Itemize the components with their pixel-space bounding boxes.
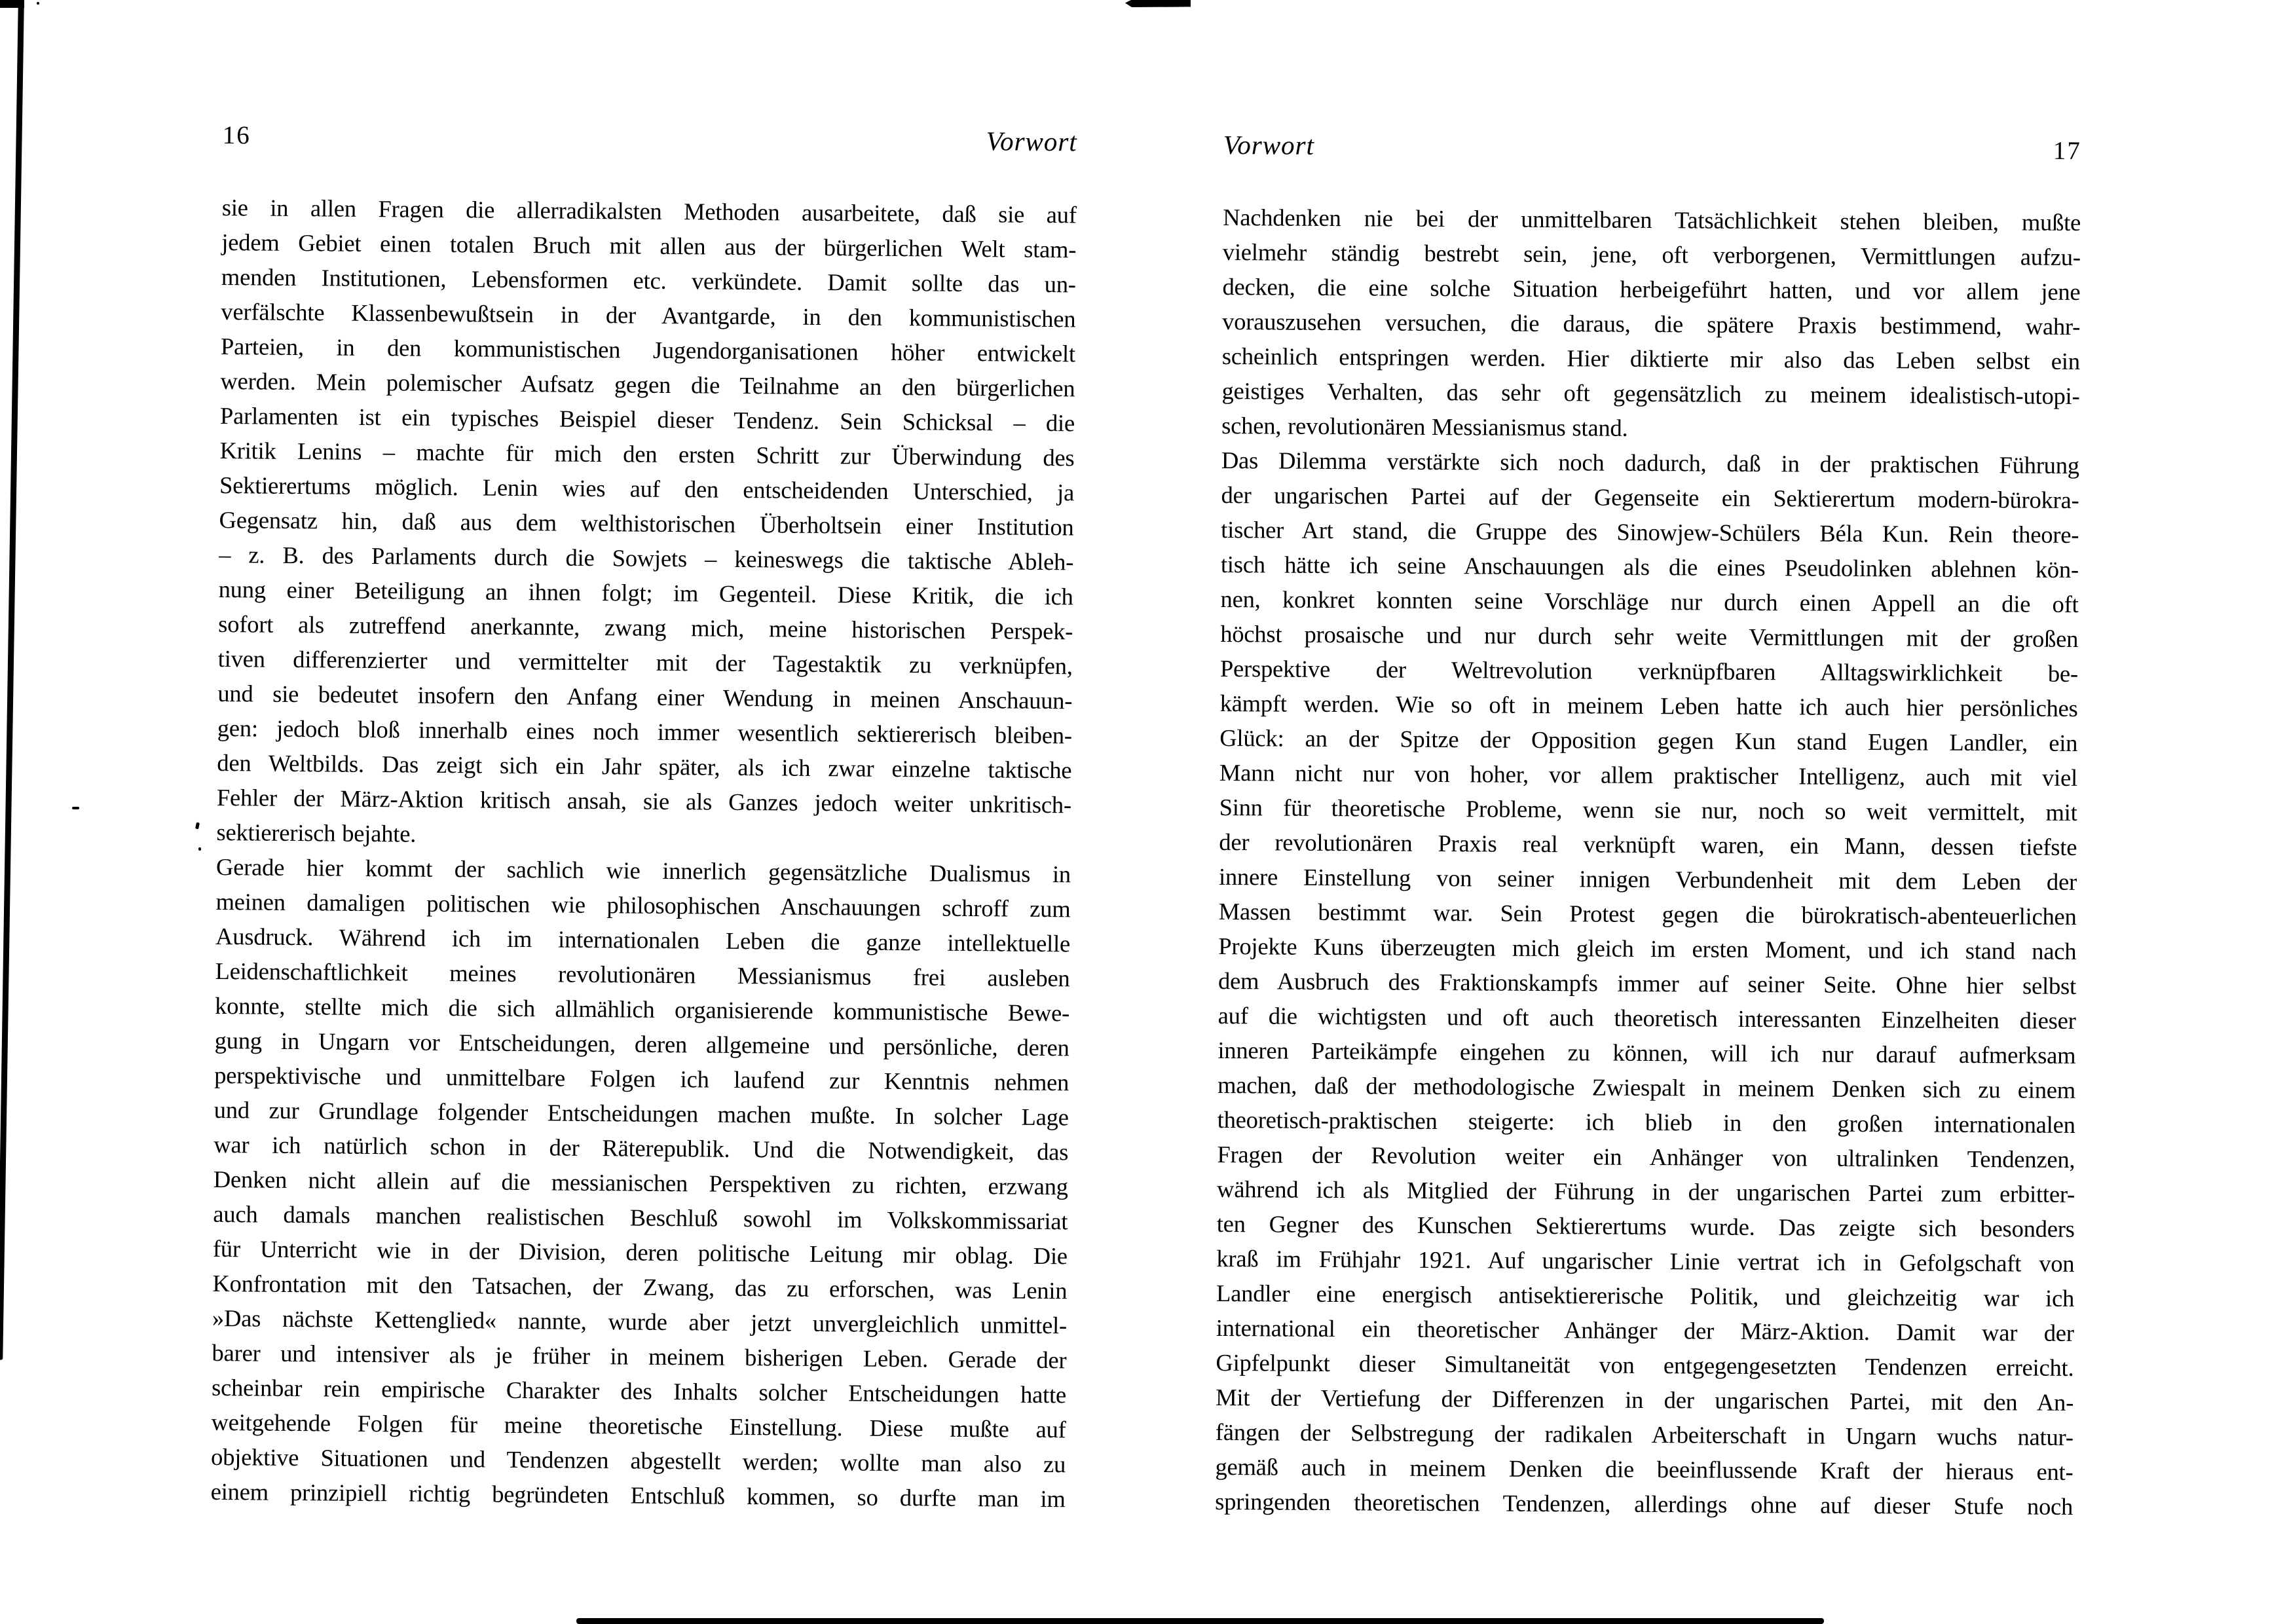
text-line: Leidenschaftlichkeit meines revolutionären Messianismus frei ausleben	[215, 957, 1070, 992]
text-line: Sektierertums möglich. Lenin wies auf den entscheidenden Unterschied, ja	[219, 471, 1075, 506]
text-line: Glück: an der Spitze der Opposition gegen Kun stand Eugen Landler, ein	[1219, 724, 2078, 756]
right-page-content	[1215, 128, 2081, 1524]
running-head-right: Vorwort	[1223, 129, 1315, 160]
text-line: konnte, stellte mich die sich allmählich organisierende kommunistische Bewe-	[214, 991, 1070, 1027]
left-page	[210, 118, 1077, 1513]
text-line: ten Gegner des Kunschen Sektierertums wurde. Das zeigte sich besonders	[1216, 1209, 2075, 1242]
text-line: »Das nächste Kettenglied« nannte, wurde aber jetzt unvergleichlich unmittel-	[212, 1304, 1068, 1339]
text-line: sie in allen Fragen die allerradikalsten Methoden ausarbeitete, daß sie auf	[221, 193, 1077, 229]
text-line: Fehler der März-Aktion kritisch ansah, sie als Ganzes jedoch weiter unkritisch-	[216, 783, 1072, 819]
text-line: nung einer Beteiligung an ihnen folgt; im Gegenteil. Diese Kritik, die ich	[218, 575, 1073, 610]
text-line: sektiererisch bejahte.	[216, 818, 417, 847]
text-line: Gegensatz hin, daß aus dem welthistorischen Überholtsein einer Institution	[219, 506, 1074, 541]
text-line: tisch hätte ich seine Anschauungen als die eines Pseudolinken ablehnen kön-	[1220, 550, 2079, 583]
text-line: Massen bestimmt war. Sein Protest gegen die bürokratisch-abenteuerlichen	[1218, 897, 2077, 930]
text-line: sofort als zutreffend anerkannte, zwang mich, meine historischen Perspek-	[218, 610, 1073, 645]
scan-artifact-edge-line	[0, 0, 24, 1360]
right-page-text	[1215, 200, 2081, 1524]
page-number-right: 17	[2053, 136, 2081, 166]
text-line: verfälschte Klassenbewußtsein in der Avantgarde, in den kommunistischen	[221, 297, 1076, 333]
text-line: tiven differenzierter und vermittelter mit der Tagestaktik zu verknüpfen,	[217, 644, 1073, 680]
left-page-text	[210, 190, 1077, 1516]
text-line: gemäß auch in meinem Denken die beeinflussende Kraft der hieraus ent-	[1215, 1452, 2073, 1485]
text-line: war ich natürlich schon in der Räterepublik. Und die Notwendigkeit, das	[214, 1130, 1069, 1166]
text-line: Parlamenten ist ein typisches Beispiel dieser Tendenz. Sein Schicksal – die	[219, 401, 1075, 437]
text-line: Mit der Vertiefung der Differenzen in der ungarischen Partei, mit den An-	[1216, 1383, 2074, 1416]
text-line: vielmehr ständig bestrebt sein, jene, oft verborgenen, Vermittlungen aufzu-	[1222, 238, 2081, 270]
text-line: tischer Art stand, die Gruppe des Sinowjew-Schülers Béla Kun. Rein theore-	[1221, 515, 2079, 548]
left-page-content	[210, 118, 1077, 1516]
text-line: der revolutionären Praxis real verknüpft waren, ein Mann, dessen tiefste	[1219, 828, 2077, 860]
text-line: Fragen der Revolution weiter ein Anhänger von ultralinken Tendenzen,	[1217, 1140, 2075, 1173]
text-line: während ich als Mitglied der Führung in der ungarischen Partei zum erbitter-	[1216, 1175, 2075, 1208]
text-line: den Weltbilds. Das zeigt sich ein Jahr später, als ich zwar einzelne taktische	[217, 748, 1072, 784]
scan-artifact-ink-speck	[37, 2, 39, 5]
scan-artifact-ink-speck	[198, 847, 201, 851]
paragraph	[210, 849, 1071, 1516]
text-line: Nachdenken nie bei der unmittelbaren Tatsächlichkeit stehen bleiben, mußte	[1223, 203, 2081, 236]
scan-artifact-bottom-bar	[576, 1618, 1824, 1624]
text-line: werden. Mein polemischer Aufsatz gegen die Teilnahme an den bürgerlichen	[220, 367, 1075, 402]
text-line: und zur Grundlage folgender Entscheidungen machen mußte. In solcher Lage	[214, 1096, 1069, 1131]
text-line: gung in Ungarn vor Entscheidungen, deren allgemeine und persönliche, deren	[214, 1026, 1069, 1061]
text-line: meinen damaligen politischen wie philosophischen Anschauungen schroff zum	[215, 887, 1071, 923]
text-line: kämpft werden. Wie so oft in meinem Leben hatte ich auch hier persönliches	[1219, 689, 2078, 722]
text-line: für Unterricht wie in der Division, deren politische Leitung mir oblag. Die	[212, 1234, 1068, 1270]
text-line: barer und intensiver als je früher in meinem bisherigen Leben. Gerade der	[212, 1338, 1067, 1374]
text-line: springenden theoretischen Tendenzen, allerdings ohne auf dieser Stufe noch	[1215, 1487, 2073, 1520]
text-line: Ausdruck. Während ich im internationalen Leben die ganze intellektuelle	[215, 922, 1071, 957]
scan-artifact-top-wedge	[1125, 0, 1191, 9]
text-line: nen, konkret konnten seine Vorschläge nur durch einen Appell an die oft	[1220, 585, 2079, 618]
text-line: weitgehende Folgen für meine theoretische Einstellung. Diese mußte auf	[211, 1408, 1066, 1443]
text-line: vorauszusehen versuchen, die daraus, die spätere Praxis bestimmend, wahr-	[1222, 307, 2081, 340]
text-line: innere Einstellung von seiner innigen Verbundenheit mit dem Leben der	[1218, 862, 2077, 895]
text-line: international ein theoretischer Anhänger der März-Aktion. Damit war der	[1216, 1314, 2074, 1346]
text-line: Kritik Lenins – machte für mich den ersten Schritt zur Überwindung des	[219, 436, 1075, 471]
text-line: kraß im Frühjahr 1921. Auf ungarischer Linie vertrat ich in Gefolgschaft von	[1216, 1244, 2075, 1277]
text-line: menden Institutionen, Lebensformen etc. verkündete. Damit sollte das un-	[221, 263, 1077, 298]
text-line: gen: jedoch bloß innerhalb eines noch immer wesentlich sektiererisch bleiben-	[217, 714, 1073, 749]
text-line: der ungarischen Partei auf der Gegenseite ein Sektierertum modern-bürokra-	[1221, 481, 2079, 513]
text-line: inneren Parteikämpfe eingehen zu können, will ich nur darauf aufmerksam	[1218, 1036, 2076, 1069]
page-number-left: 16	[222, 120, 251, 150]
running-head-left: Vorwort	[986, 126, 1077, 157]
text-line: auch damals manchen realistischen Beschluß sowohl im Volkskommissariat	[213, 1200, 1068, 1235]
scan-artifact-ink-speck	[195, 822, 200, 830]
text-line: Konfrontation mit den Tatsachen, der Zwang, das zu erforschen, was Lenin	[212, 1269, 1068, 1304]
text-line: Landler eine energisch antisektiererische Politik, und gleichzeitig war ich	[1216, 1279, 2075, 1312]
text-line: objektive Situationen und Tendenzen abgestellt werden; wollte man also zu	[210, 1443, 1066, 1478]
text-line: scheinbar rein empirische Charakter des Inhalts solcher Entscheidungen hatte	[211, 1373, 1067, 1409]
text-line: Das Dilemma verstärkte sich noch dadurch, daß in der praktischen Führung	[1221, 446, 2080, 479]
text-line: auf die wichtigsten und oft auch theoretisch interessanten Einzelheiten dieser	[1218, 1001, 2076, 1034]
text-line: Perspektive der Weltrevolution verknüpfbaren Alltagswirklichkeit be-	[1219, 654, 2079, 687]
text-line: Mann nicht nur von hoher, vor allem praktischer Intelligenz, auch mit viel	[1219, 758, 2078, 791]
text-line: machen, daß der methodologische Zwiespalt in meinem Denken sich zu einem	[1217, 1071, 2076, 1103]
paragraph	[1215, 443, 2079, 1524]
text-line: scheinlich entspringen werden. Hier diktierte mir also das Leben selbst ein	[1221, 342, 2080, 375]
right-page-header	[1223, 128, 2081, 168]
right-page	[1215, 128, 2081, 1520]
text-line: und sie bedeutet insofern den Anfang einer Wendung in meinen Anschauun-	[217, 679, 1073, 714]
text-line: Gipfelpunkt dieser Simultaneität von entgegengesetzten Tendenzen erreicht.	[1216, 1348, 2074, 1381]
text-line: schen, revolutionären Messianismus stand.	[1221, 411, 1628, 441]
text-line: theoretisch-praktischen steigerte: ich blieb in den großen internationalen	[1217, 1105, 2075, 1138]
text-line: fängen der Selbstregung der radikalen Arbeiterschaft in Ungarn wuchs natur-	[1215, 1418, 2073, 1450]
text-line: höchst prosaische und nur durch sehr weite Vermittlungen mit der großen	[1220, 619, 2079, 652]
text-line: perspektivische und unmittelbare Folgen ich laufend zur Kenntnis nehmen	[214, 1061, 1069, 1096]
text-line: Gerade hier kommt der sachlich wie innerlich gegensätzliche Dualismus in	[215, 853, 1071, 888]
scan-artifact-ink-speck	[72, 807, 79, 809]
text-line: dem Ausbruch des Fraktionskampfs immer auf seiner Seite. Ohne hier selbst	[1218, 967, 2077, 999]
text-line: jedem Gebiet einen totalen Bruch mit allen aus der bürgerlichen Welt stam-	[221, 228, 1077, 263]
text-line: – z. B. des Parlaments durch die Sowjets – keineswegs die taktische Ableh-	[219, 540, 1074, 576]
text-line: Sinn für theoretische Probleme, wenn sie nur, noch so weit vermittelt, mit	[1219, 793, 2077, 826]
text-line: Projekte Kuns überzeugten mich gleich im ersten Moment, und ich stand nach	[1218, 932, 2077, 965]
paragraph	[216, 190, 1077, 857]
text-line: Denken nicht allein auf die messianischen Perspektiven zu richten, erzwang	[213, 1165, 1068, 1200]
text-line: einem prinzipiell richtig begründeten Entschluß kommen, so durfte man im	[210, 1477, 1066, 1513]
text-line: geistiges Verhalten, das sehr oft gegensätzlich zu meinem idealistisch-utopi-	[1221, 377, 2080, 409]
left-page-header	[223, 118, 1077, 159]
text-line: Parteien, in den kommunistischen Jugendorganisationen höher entwickelt	[220, 332, 1076, 367]
text-line: decken, die eine solche Situation herbeigeführt hatten, und vor allem jene	[1222, 272, 2081, 305]
paragraph	[1221, 200, 2081, 448]
